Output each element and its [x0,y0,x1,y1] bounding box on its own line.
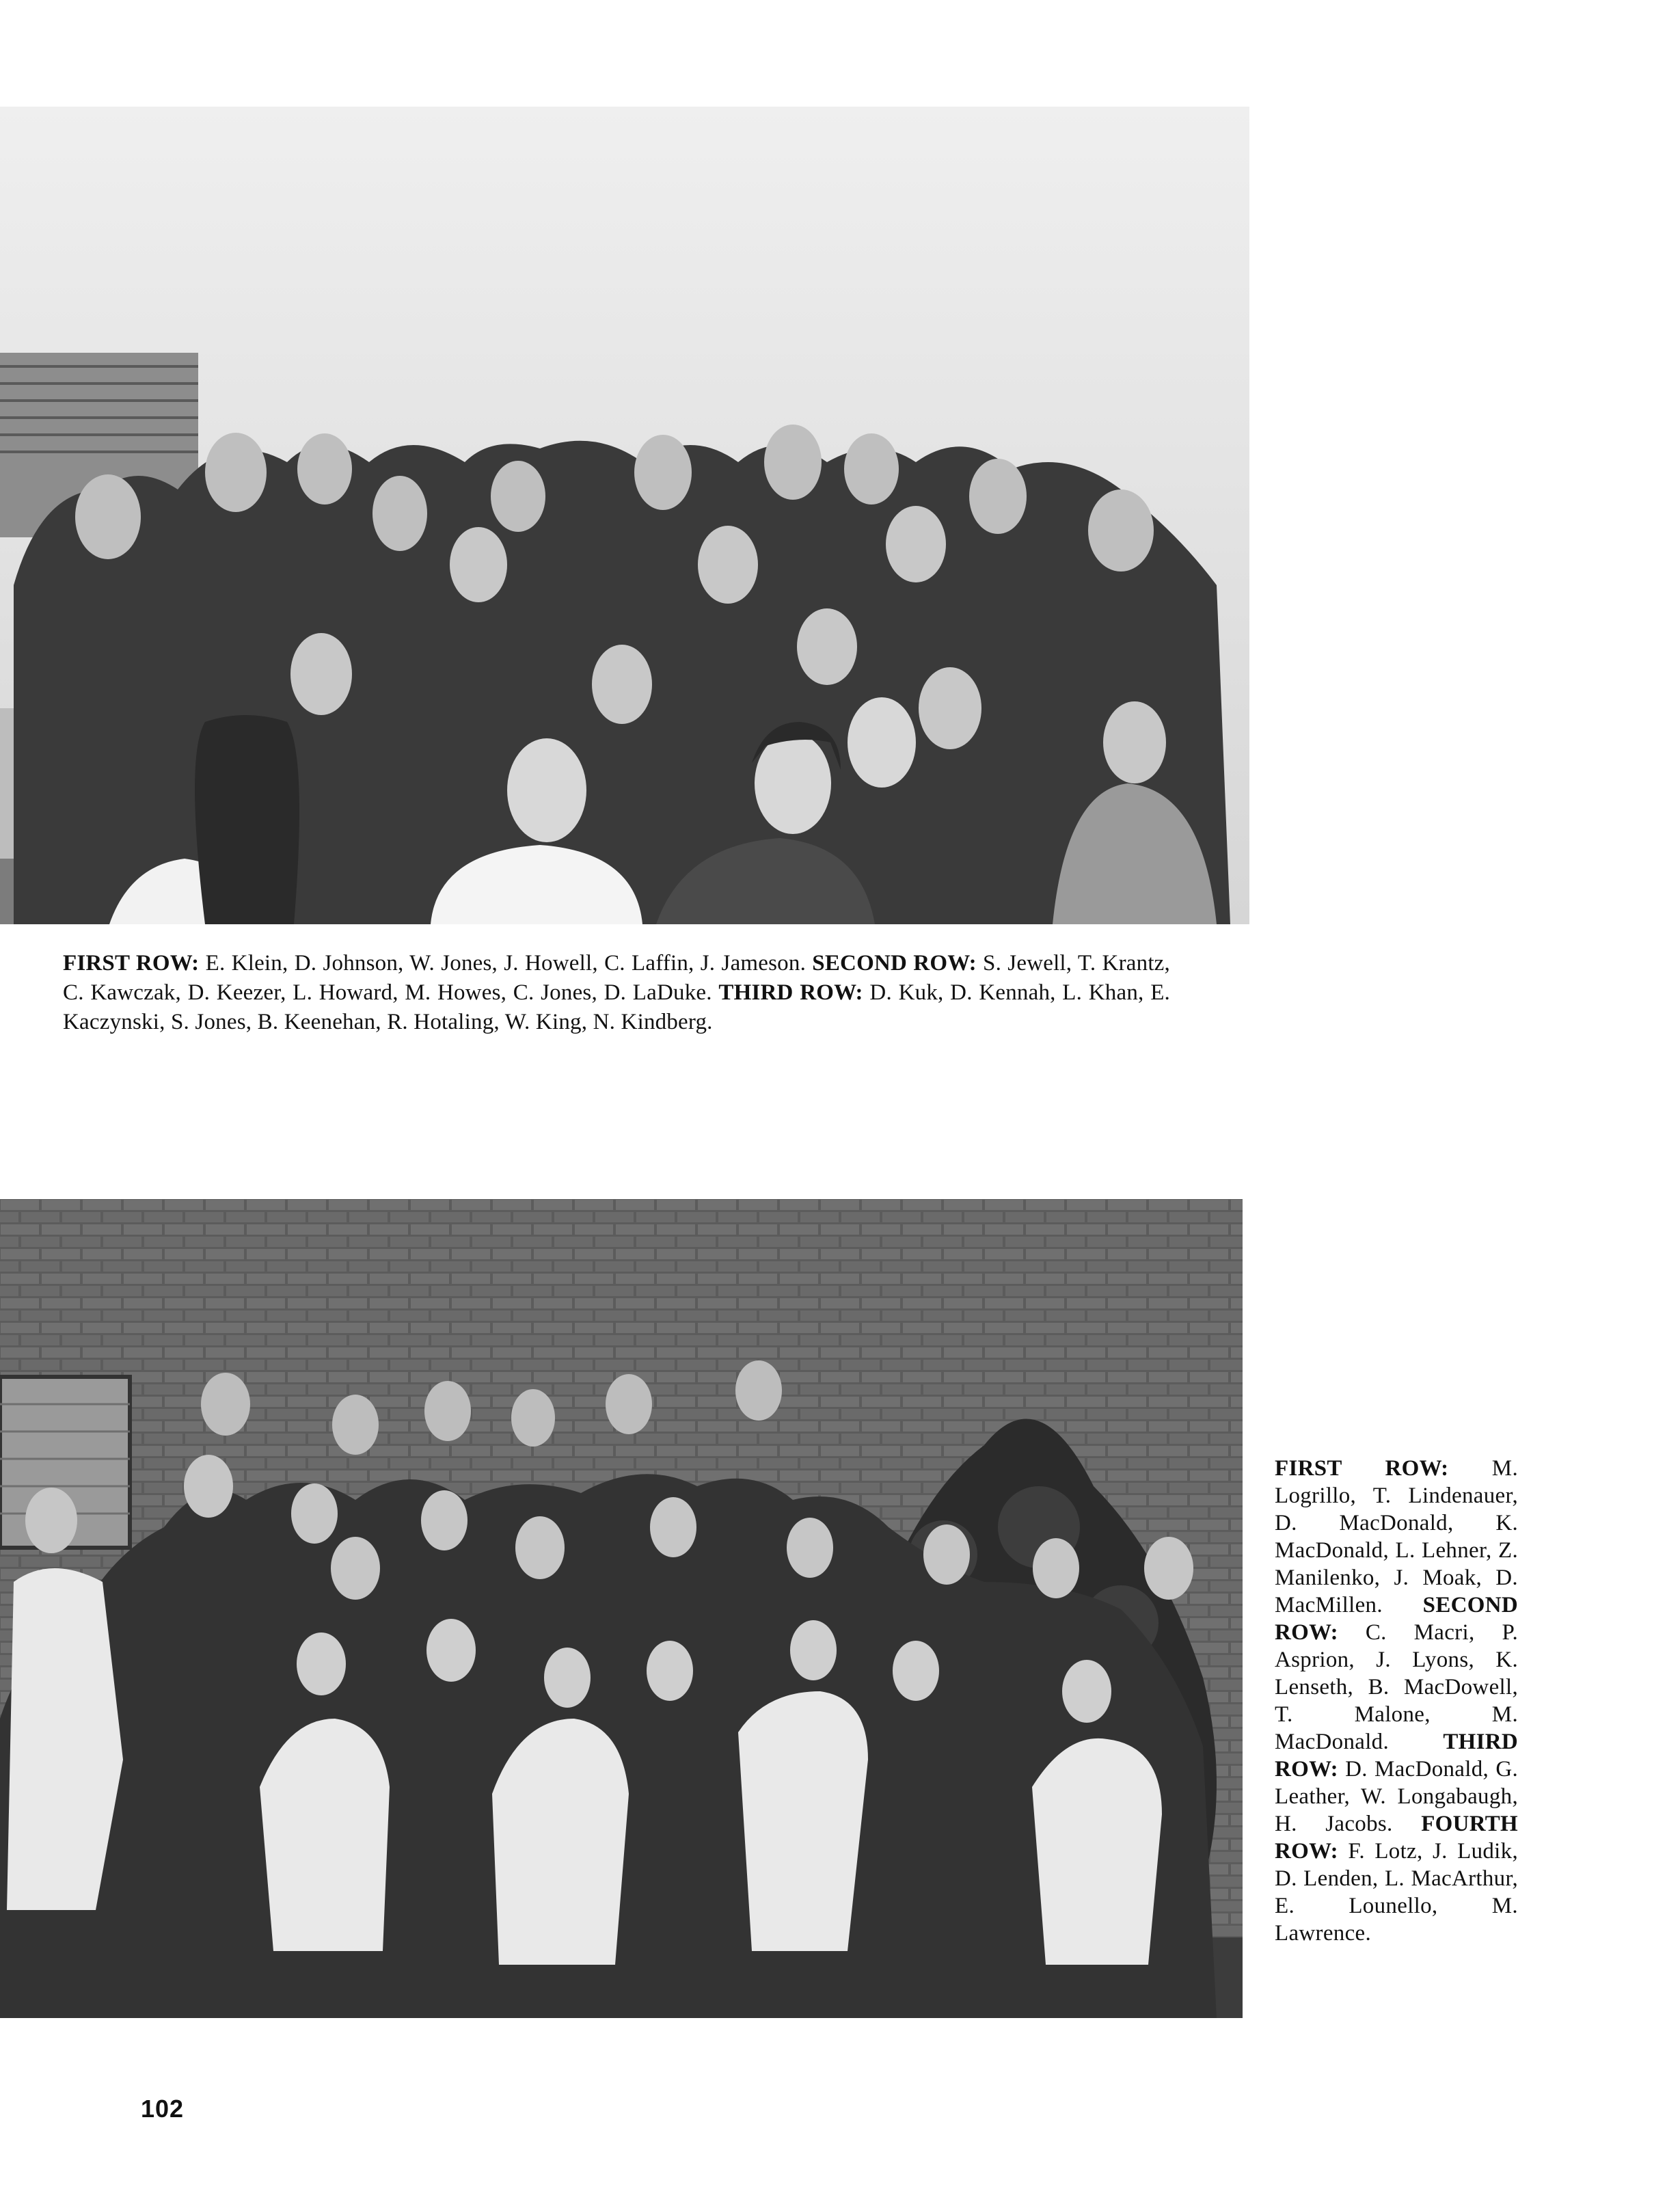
caption-2-fourth-row-label: FOURTH ROW: [1275,1812,1518,1864]
caption-2-third-row-names: D. MacDonald, G. Leather, W. Longabaugh, H. Jacobs. [1275,1757,1518,1836]
caption-1-second-row-names: S. Jewell, T. Krantz, C. Kawczak, D. Keezer, L. Howard, M. Howes, C. Jones, D. LaDuke. [63,951,1170,1005]
caption-1-first-row-label: FIRST ROW: [63,951,200,976]
caption-1-third-row-label: THIRD ROW: [718,980,863,1005]
group-photo-classroom [0,107,1249,924]
caption-1-first-row-names: E. Klein, D. Johnson, W. Jones, J. Howell, C. Laffin, J. Jameson. [199,951,813,976]
caption-2-first-row-label: FIRST ROW: [1275,1456,1449,1481]
caption-2-third-row-label: THIRD ROW: [1275,1730,1518,1782]
caption-1-third-row-names: D. Kuk, D. Kennah, L. Khan, E. Kaczynski, S. Jones, B. Keenehan, R. Hotaling, W. King, N. Kindberg. [63,980,1170,1034]
group-photo-2-caption [1275,1455,1518,1947]
group-photo-outdoor-image [0,1199,1243,2018]
caption-2-first-row-names: M. Logrillo, T. Lindenauer, D. MacDonald, K. MacDonald, L. Lehner, Z. Manilenko, J. Moak, D. MacMillen. [1275,1456,1518,1617]
caption-2-fourth-row-names: F. Lotz, J. Ludik, D. Lenden, L. MacArthur, E. Lounello, M. Lawrence. [1275,1839,1518,1946]
caption-2-second-row-names: C. Macri, P. Asprion, J. Lyons, K. Lenseth, B. MacDowell, T. Malone, M. MacDonald. [1275,1620,1518,1754]
group-photo-outdoor [0,1199,1243,2018]
caption-2-second-row-label: SECOND ROW: [1275,1593,1518,1645]
group-photo-1-caption [63,949,1170,1037]
caption-1-second-row-label: SECOND ROW: [812,951,977,976]
group-photo-classroom-image [0,107,1249,924]
page-number: 102 [141,2095,185,2123]
